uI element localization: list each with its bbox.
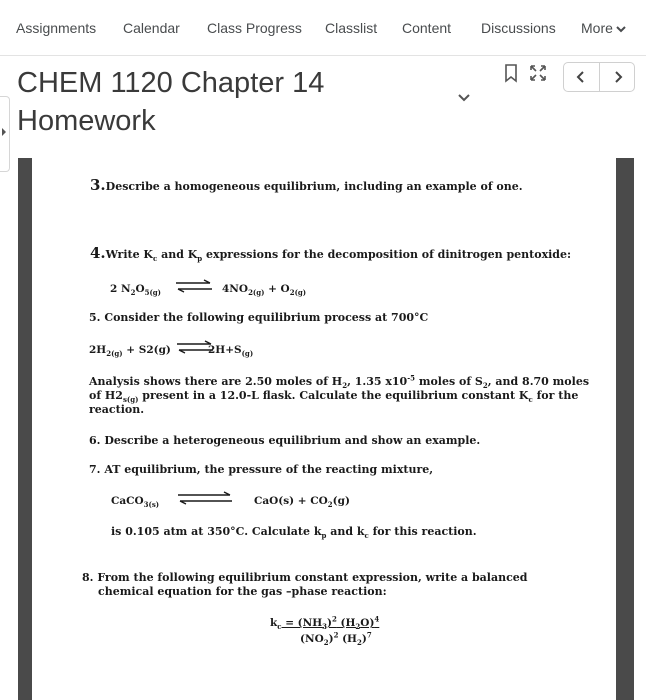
q8-num-sup1: 2 xyxy=(332,614,337,624)
q7-eq-right-a: CaO(s) + CO xyxy=(254,495,328,507)
caret-right-icon xyxy=(1,127,7,137)
q5-p2-b: present in a 12.0-L flask. Calculate the equilibrium constant K xyxy=(138,389,529,402)
q5-paragraph-line3: reaction. xyxy=(89,403,145,416)
chevron-right-icon[interactable] xyxy=(611,70,625,84)
question-3 xyxy=(90,178,523,194)
q4-sub-p: p xyxy=(197,254,203,264)
q4-eq-right: 4NO xyxy=(222,283,249,295)
equilibrium-arrows-icon xyxy=(176,491,234,505)
q5-eq-right-a: 2H+S xyxy=(208,344,242,356)
q7-tail-sub2: c xyxy=(364,531,369,541)
q4-eq-left-sub1: 2 xyxy=(130,288,136,298)
q7-equation-left xyxy=(111,495,160,510)
q7-equation-right xyxy=(254,495,350,510)
page-title-line2: Homework xyxy=(17,105,156,137)
q4-equation-left xyxy=(110,283,161,298)
q8-num-c: (H xyxy=(336,617,356,629)
nav-classlist[interactable]: Classlist xyxy=(325,20,378,36)
q8-k-sub: c xyxy=(277,622,282,632)
q7-eq-left-sub: 3(s) xyxy=(143,500,160,510)
nav-calendar[interactable]: Calendar xyxy=(123,20,180,36)
q4-sub-c: c xyxy=(152,254,158,264)
q5-p1-sup: -5 xyxy=(407,373,415,383)
q4-text-b: and K xyxy=(157,248,198,261)
q5-paragraph-line1 xyxy=(89,375,589,389)
question-3-number: 3. xyxy=(90,176,106,194)
q8-den-d: ) xyxy=(361,633,367,645)
chevron-down-icon xyxy=(616,26,626,33)
question-3-text: Describe a homogeneous equilibrium, including an example of one. xyxy=(105,180,523,193)
q5-paragraph-line2 xyxy=(89,389,578,403)
q4-text-a: Write K xyxy=(105,248,153,261)
q5-p1-sub2: 2 xyxy=(482,381,488,391)
q5-p1-sub1: 2 xyxy=(342,381,348,391)
q4-eq-left: 2 N xyxy=(110,283,131,295)
q4-text-c: expressions for the decomposition of dinitrogen pentoxide: xyxy=(202,248,572,261)
q5-p2-c: for the xyxy=(532,389,579,402)
fullscreen-icon[interactable] xyxy=(527,62,549,84)
question-8-line1: 8. From the following equilibrium constant expression, write a balanced xyxy=(82,571,528,584)
q5-eq-left-a: 2H xyxy=(89,344,107,356)
q8-den-c: (H xyxy=(338,633,357,645)
q7-tail-b: and k xyxy=(326,525,365,538)
q8-num-a: = (NH xyxy=(281,617,323,629)
q8-den-a: (NO xyxy=(300,633,324,645)
nav-class-progress[interactable]: Class Progress xyxy=(207,20,302,36)
nav-more-label: More xyxy=(581,20,613,36)
q8-num-b: ) xyxy=(327,617,332,629)
chevron-down-icon[interactable] xyxy=(458,94,470,102)
nav-more-menu[interactable] xyxy=(581,20,626,36)
q4-equation-right xyxy=(222,283,307,298)
q8-den-b: ) xyxy=(328,633,334,645)
course-navbar xyxy=(0,0,646,56)
q5-p1-c: moles of S xyxy=(415,375,483,388)
question-5: 5. Consider the following equilibrium process at 700°C xyxy=(89,311,429,324)
q4-eq-right-mid: + O xyxy=(264,283,290,295)
q8-numerator xyxy=(281,614,380,632)
q8-den-sub2: 2 xyxy=(356,638,362,648)
q7-tail-a: is 0.105 atm at 350°C. Calculate k xyxy=(111,525,322,538)
q5-eq-right-sub: (g) xyxy=(241,349,254,359)
equilibrium-arrows-icon xyxy=(174,279,214,293)
q8-den-sup1: 2 xyxy=(333,630,339,640)
q7-tail xyxy=(111,525,477,539)
question-8-line2: chemical equation for the gas –phase reaction: xyxy=(98,585,387,598)
q5-p1-a: Analysis shows there are 2.50 moles of H xyxy=(89,375,343,388)
q7-eq-right-sub: 2 xyxy=(327,500,333,510)
page-title xyxy=(17,64,437,140)
q5-eq-left-b: + S2(g) xyxy=(122,344,171,356)
question-4-number: 4. xyxy=(90,244,106,262)
question-7: 7. AT equilibrium, the pressure of the reacting mixture, xyxy=(89,463,434,476)
homework-document xyxy=(32,158,616,700)
q8-num-d: O) xyxy=(360,617,375,629)
q5-equation-left xyxy=(89,344,171,359)
q4-eq-right-sub1: 2(g) xyxy=(248,288,265,298)
q8-den-sup2: 7 xyxy=(366,630,372,640)
side-panel-toggle[interactable] xyxy=(0,96,10,172)
q8-kc-numerator xyxy=(270,614,380,632)
q8-num-sup2: 4 xyxy=(374,614,380,624)
q8-num-sub1: 3 xyxy=(322,622,328,632)
question-4 xyxy=(90,246,571,262)
topic-navigation xyxy=(563,62,635,92)
nav-discussions[interactable]: Discussions xyxy=(481,20,556,36)
nav-assignments[interactable]: Assignments xyxy=(16,20,97,36)
q5-p2-a: of H2 xyxy=(89,389,123,402)
q7-tail-sub1: p xyxy=(321,531,327,541)
q8-kc-denominator xyxy=(300,630,372,648)
q5-p1-d: , and 8.70 moles xyxy=(487,375,590,388)
q7-eq-right-b: (g) xyxy=(332,495,350,507)
q5-p2-sub: s(g) xyxy=(122,395,139,405)
bookmark-icon[interactable] xyxy=(500,62,522,84)
q4-eq-right-sub2: 2(g) xyxy=(289,288,307,298)
q4-eq-left-sub2: 5(g) xyxy=(144,288,161,298)
question-6: 6. Describe a heterogeneous equilibrium and show an example. xyxy=(89,434,481,447)
q8-den-sub1: 2 xyxy=(323,638,329,648)
q4-eq-left-mid: O xyxy=(135,283,145,295)
page-title-line1: CHEM 1120 Chapter 14 xyxy=(17,67,325,99)
q7-tail-c: for this reaction. xyxy=(368,525,477,538)
q5-eq-left-sub: 2(g) xyxy=(106,349,123,359)
chevron-left-icon[interactable] xyxy=(574,70,588,84)
nav-content[interactable]: Content xyxy=(402,20,452,36)
q5-equation-right xyxy=(208,344,254,359)
q8-k-label: k xyxy=(270,617,278,629)
q7-eq-left: CaCO xyxy=(111,495,144,507)
nav-divider xyxy=(599,63,600,91)
q5-p1-b: , 1.35 x10 xyxy=(347,375,408,388)
q8-num-sub2: 2 xyxy=(355,622,361,632)
q5-p2-sub2: c xyxy=(528,395,533,405)
